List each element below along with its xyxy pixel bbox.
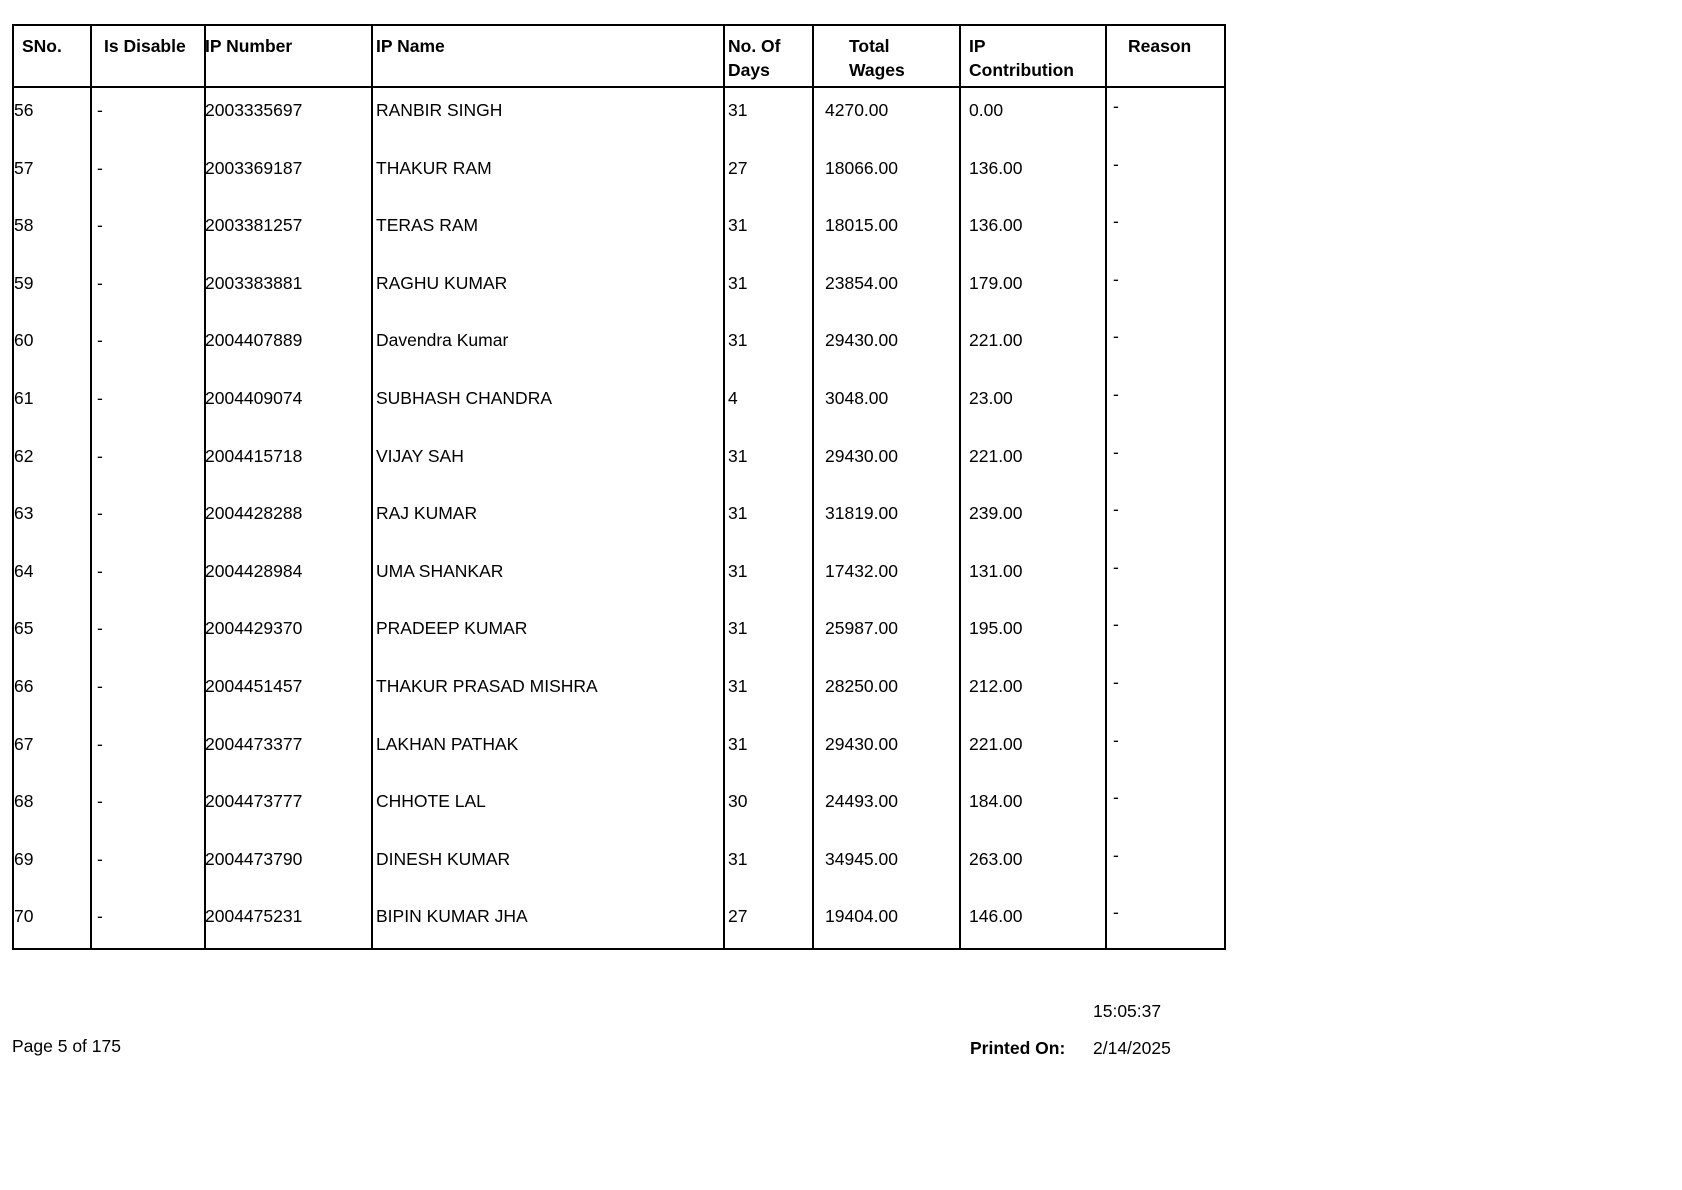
printed-on-label: Printed On: (970, 1038, 1066, 1058)
cell-disable: - (97, 503, 103, 524)
cell-days: 31 (728, 445, 748, 466)
cell-sno: 59 (14, 272, 34, 293)
cell-reason: - (1113, 384, 1119, 404)
header-contrib: Contribution (969, 60, 1074, 80)
header-contrib: IP (969, 36, 986, 56)
cell-reason: - (1113, 441, 1119, 462)
cell-sno: 69 (14, 848, 34, 869)
cell-ipname: THAKUR PRASAD MISHRA (376, 676, 598, 696)
cell-ipnum: 2003369187 (205, 157, 303, 178)
cell-reason: - (1113, 268, 1119, 289)
cell-days: 4 (728, 388, 738, 408)
cell-ipname: UMA SHANKAR (376, 560, 504, 581)
header-wages: Wages (849, 60, 905, 80)
cell-ipnum: 2004473777 (205, 791, 303, 812)
cell-disable: - (97, 676, 103, 696)
cell-contrib: 195.00 (969, 618, 1023, 639)
cell-days: 31 (728, 330, 748, 351)
cell-contrib: 263.00 (969, 848, 1023, 869)
cell-sno: 70 (14, 906, 34, 927)
cell-days: 27 (728, 157, 748, 178)
contribution-table (12, 24, 1226, 950)
cell-reason: - (1113, 96, 1119, 116)
cell-wages: 3048.00 (825, 388, 889, 408)
header-divider (14, 86, 1224, 88)
cell-sno: 56 (14, 100, 34, 120)
cell-disable: - (97, 848, 103, 869)
column-divider (90, 26, 92, 948)
cell-ipnum: 2004407889 (205, 330, 303, 351)
cell-ipname: RANBIR SINGH (376, 100, 503, 120)
cell-disable: - (97, 100, 103, 120)
cell-disable: - (97, 157, 103, 178)
cell-reason: - (1113, 729, 1119, 750)
cell-contrib: 184.00 (969, 791, 1023, 812)
cell-sno: 57 (14, 157, 34, 178)
header-ipname: IP Name (376, 36, 445, 56)
cell-contrib: 0.00 (969, 100, 1004, 120)
cell-days: 31 (728, 215, 748, 236)
cell-sno: 61 (14, 388, 34, 408)
cell-ipname: RAGHU KUMAR (376, 272, 508, 293)
cell-wages: 4270.00 (825, 100, 889, 120)
column-divider (812, 26, 814, 948)
cell-contrib: 23.00 (969, 388, 1013, 408)
cell-disable: - (97, 618, 103, 639)
cell-reason: - (1113, 153, 1119, 174)
column-divider (1105, 26, 1107, 948)
cell-ipname: BIPIN KUMAR JHA (376, 906, 528, 927)
cell-wages: 18066.00 (825, 157, 898, 178)
cell-wages: 28250.00 (825, 676, 898, 696)
cell-wages: 31819.00 (825, 503, 898, 524)
cell-sno: 63 (14, 503, 34, 524)
cell-contrib: 136.00 (969, 157, 1023, 178)
cell-reason: - (1113, 614, 1119, 635)
cell-ipnum: 2004475231 (205, 906, 303, 927)
cell-ipnum: 2003383881 (205, 272, 303, 293)
cell-disable: - (97, 330, 103, 351)
cell-reason: - (1113, 556, 1119, 577)
cell-ipnum: 2004415718 (205, 445, 303, 466)
header-days: No. Of (728, 36, 781, 56)
cell-ipname: DINESH KUMAR (376, 848, 511, 869)
cell-contrib: 221.00 (969, 733, 1023, 754)
cell-ipname: VIJAY SAH (376, 445, 464, 466)
cell-sno: 64 (14, 560, 34, 581)
header-days: Days (728, 60, 770, 80)
cell-ipname: LAKHAN PATHAK (376, 733, 519, 754)
cell-sno: 65 (14, 618, 34, 639)
cell-contrib: 212.00 (969, 676, 1023, 696)
cell-ipnum: 2004429370 (205, 618, 303, 639)
cell-reason: - (1113, 787, 1119, 808)
cell-disable: - (97, 733, 103, 754)
header-wages: Total (849, 36, 890, 56)
cell-sno: 62 (14, 445, 34, 466)
header-reason: Reason (1128, 36, 1192, 56)
cell-wages: 29430.00 (825, 330, 898, 351)
cell-contrib: 131.00 (969, 560, 1023, 581)
cell-disable: - (97, 272, 103, 293)
cell-wages: 17432.00 (825, 560, 898, 581)
cell-ipname: SUBHASH CHANDRA (376, 388, 552, 408)
cell-ipnum: 2003335697 (205, 100, 303, 120)
cell-disable: - (97, 791, 103, 812)
cell-wages: 25987.00 (825, 618, 898, 639)
cell-days: 31 (728, 848, 748, 869)
printed-date: 2/14/2025 (1093, 1038, 1171, 1058)
cell-wages: 24493.00 (825, 791, 898, 812)
cell-ipnum: 2004428288 (205, 503, 303, 524)
cell-days: 31 (728, 272, 748, 293)
cell-ipname: RAJ KUMAR (376, 503, 478, 524)
cell-days: 31 (728, 560, 748, 581)
cell-contrib: 221.00 (969, 330, 1023, 351)
cell-sno: 58 (14, 215, 34, 236)
column-divider (371, 26, 373, 948)
cell-contrib: 239.00 (969, 503, 1023, 524)
header-sno: SNo. (22, 36, 62, 56)
cell-contrib: 136.00 (969, 215, 1023, 236)
cell-disable: - (97, 388, 103, 408)
cell-wages: 23854.00 (825, 272, 898, 293)
cell-contrib: 179.00 (969, 272, 1023, 293)
cell-wages: 18015.00 (825, 215, 898, 236)
cell-disable: - (97, 560, 103, 581)
cell-ipnum: 2004409074 (205, 388, 303, 408)
cell-contrib: 146.00 (969, 906, 1023, 927)
column-divider (959, 26, 961, 948)
cell-wages: 29430.00 (825, 445, 898, 466)
page-number: Page 5 of 175 (12, 1036, 121, 1056)
cell-days: 30 (728, 791, 748, 812)
header-ipnum: IP Number (205, 36, 293, 56)
cell-wages: 29430.00 (825, 733, 898, 754)
cell-days: 31 (728, 100, 748, 120)
cell-ipname: THAKUR RAM (376, 157, 492, 178)
cell-reason: - (1113, 211, 1119, 232)
cell-ipnum: 2003381257 (205, 215, 303, 236)
cell-sno: 68 (14, 791, 34, 812)
printed-time: 15:05:37 (1093, 1001, 1162, 1021)
cell-days: 31 (728, 733, 748, 754)
cell-wages: 34945.00 (825, 848, 898, 869)
cell-ipname: PRADEEP KUMAR (376, 618, 528, 639)
cell-disable: - (97, 906, 103, 927)
cell-contrib: 221.00 (969, 445, 1023, 466)
cell-ipname: Davendra Kumar (376, 330, 509, 351)
cell-sno: 60 (14, 330, 34, 351)
cell-reason: - (1113, 672, 1119, 692)
cell-ipnum: 2004473377 (205, 733, 303, 754)
cell-days: 27 (728, 906, 748, 927)
cell-disable: - (97, 445, 103, 466)
cell-reason: - (1113, 326, 1119, 347)
cell-days: 31 (728, 503, 748, 524)
cell-reason: - (1113, 902, 1119, 923)
cell-sno: 67 (14, 733, 34, 754)
cell-ipname: TERAS RAM (376, 215, 479, 236)
cell-ipname: CHHOTE LAL (376, 791, 486, 812)
cell-days: 31 (728, 676, 748, 696)
cell-sno: 66 (14, 676, 34, 696)
cell-wages: 19404.00 (825, 906, 898, 927)
cell-reason: - (1113, 499, 1119, 520)
column-divider (723, 26, 725, 948)
cell-ipnum: 2004428984 (205, 560, 303, 581)
cell-days: 31 (728, 618, 748, 639)
cell-reason: - (1113, 844, 1119, 865)
cell-ipnum: 2004451457 (205, 676, 303, 696)
cell-ipnum: 2004473790 (205, 848, 303, 869)
cell-disable: - (97, 215, 103, 236)
header-disable: Is Disable (104, 36, 186, 56)
